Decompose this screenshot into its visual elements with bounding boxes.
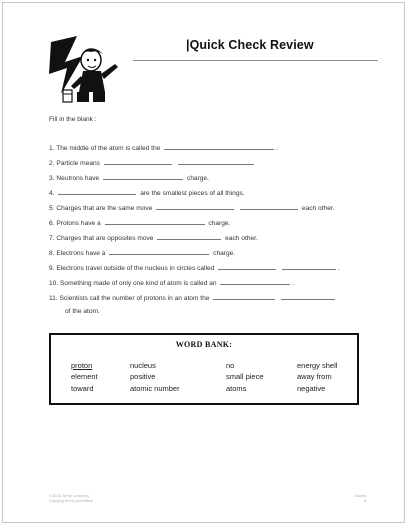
word-bank-word: toward [71,384,94,393]
question-8: 8. Electrons have a charge. [49,250,236,257]
answer-blank[interactable] [282,263,336,270]
footer-page-info: Atoms 8 [355,493,367,503]
word-bank-word: atomic number [130,384,180,393]
answer-blank[interactable] [105,218,205,225]
question-4: 4. are the smallest pieces of all things. [49,190,245,197]
answer-blank[interactable] [104,158,172,165]
question-9: 9. Electrons travel outside of the nucleus in circles called . [49,265,340,272]
word-bank-word: atoms [226,384,247,393]
answer-blank[interactable] [218,263,276,270]
answer-blank[interactable] [178,158,254,165]
question-2: 2. Particle means [49,158,256,167]
word-bank-word: small piece [226,372,264,381]
question-7: 7. Charges that are opposites move each other. [49,235,258,242]
question-3: 3. Neutrons have charge. [49,175,209,182]
question-10: 10. Something made of only one kind of atom is called an . [49,280,295,287]
word-bank-word: energy shell [297,361,338,370]
answer-blank[interactable] [220,278,290,285]
instructions-text: Fill in the blank : [49,116,97,123]
question-1: 1. The middle of the atom is called the . [49,145,278,152]
scientist-clipart-icon [47,36,123,108]
word-bank-word: no [226,361,235,370]
worksheet-page [2,2,405,523]
answer-blank[interactable] [103,173,183,180]
answer-blank[interactable] [164,143,274,150]
question-5: 5. Charges that are the same move each other. [49,205,335,212]
title-divider [133,60,378,61]
word-bank-title: WORD BANK: [175,340,233,349]
word-bank-word: away from [297,372,332,381]
word-bank-word: proton [71,361,93,370]
question-6: 6. Protons have a charge. [49,220,231,227]
answer-blank[interactable] [109,248,209,255]
footer-copyright: ©2005 Turtle Learning Copying freely permitted [49,493,93,503]
word-bank-word: nucleus [130,361,156,370]
answer-blank[interactable] [281,293,335,300]
question-11-continuation: of the atom. [65,308,100,315]
answer-blank[interactable] [157,233,221,240]
answer-blank[interactable] [213,293,275,300]
page-title: |Quick Check Review [186,38,314,52]
word-bank-box [49,333,359,405]
word-bank-word: positive [130,372,156,381]
word-bank-word: element [71,372,98,381]
word-bank-word: negative [297,384,326,393]
answer-blank[interactable] [58,188,136,195]
question-11: 11. Scientists call the number of protons in an atom the [49,293,337,302]
answer-blank[interactable] [156,203,234,210]
answer-blank[interactable] [240,203,298,210]
